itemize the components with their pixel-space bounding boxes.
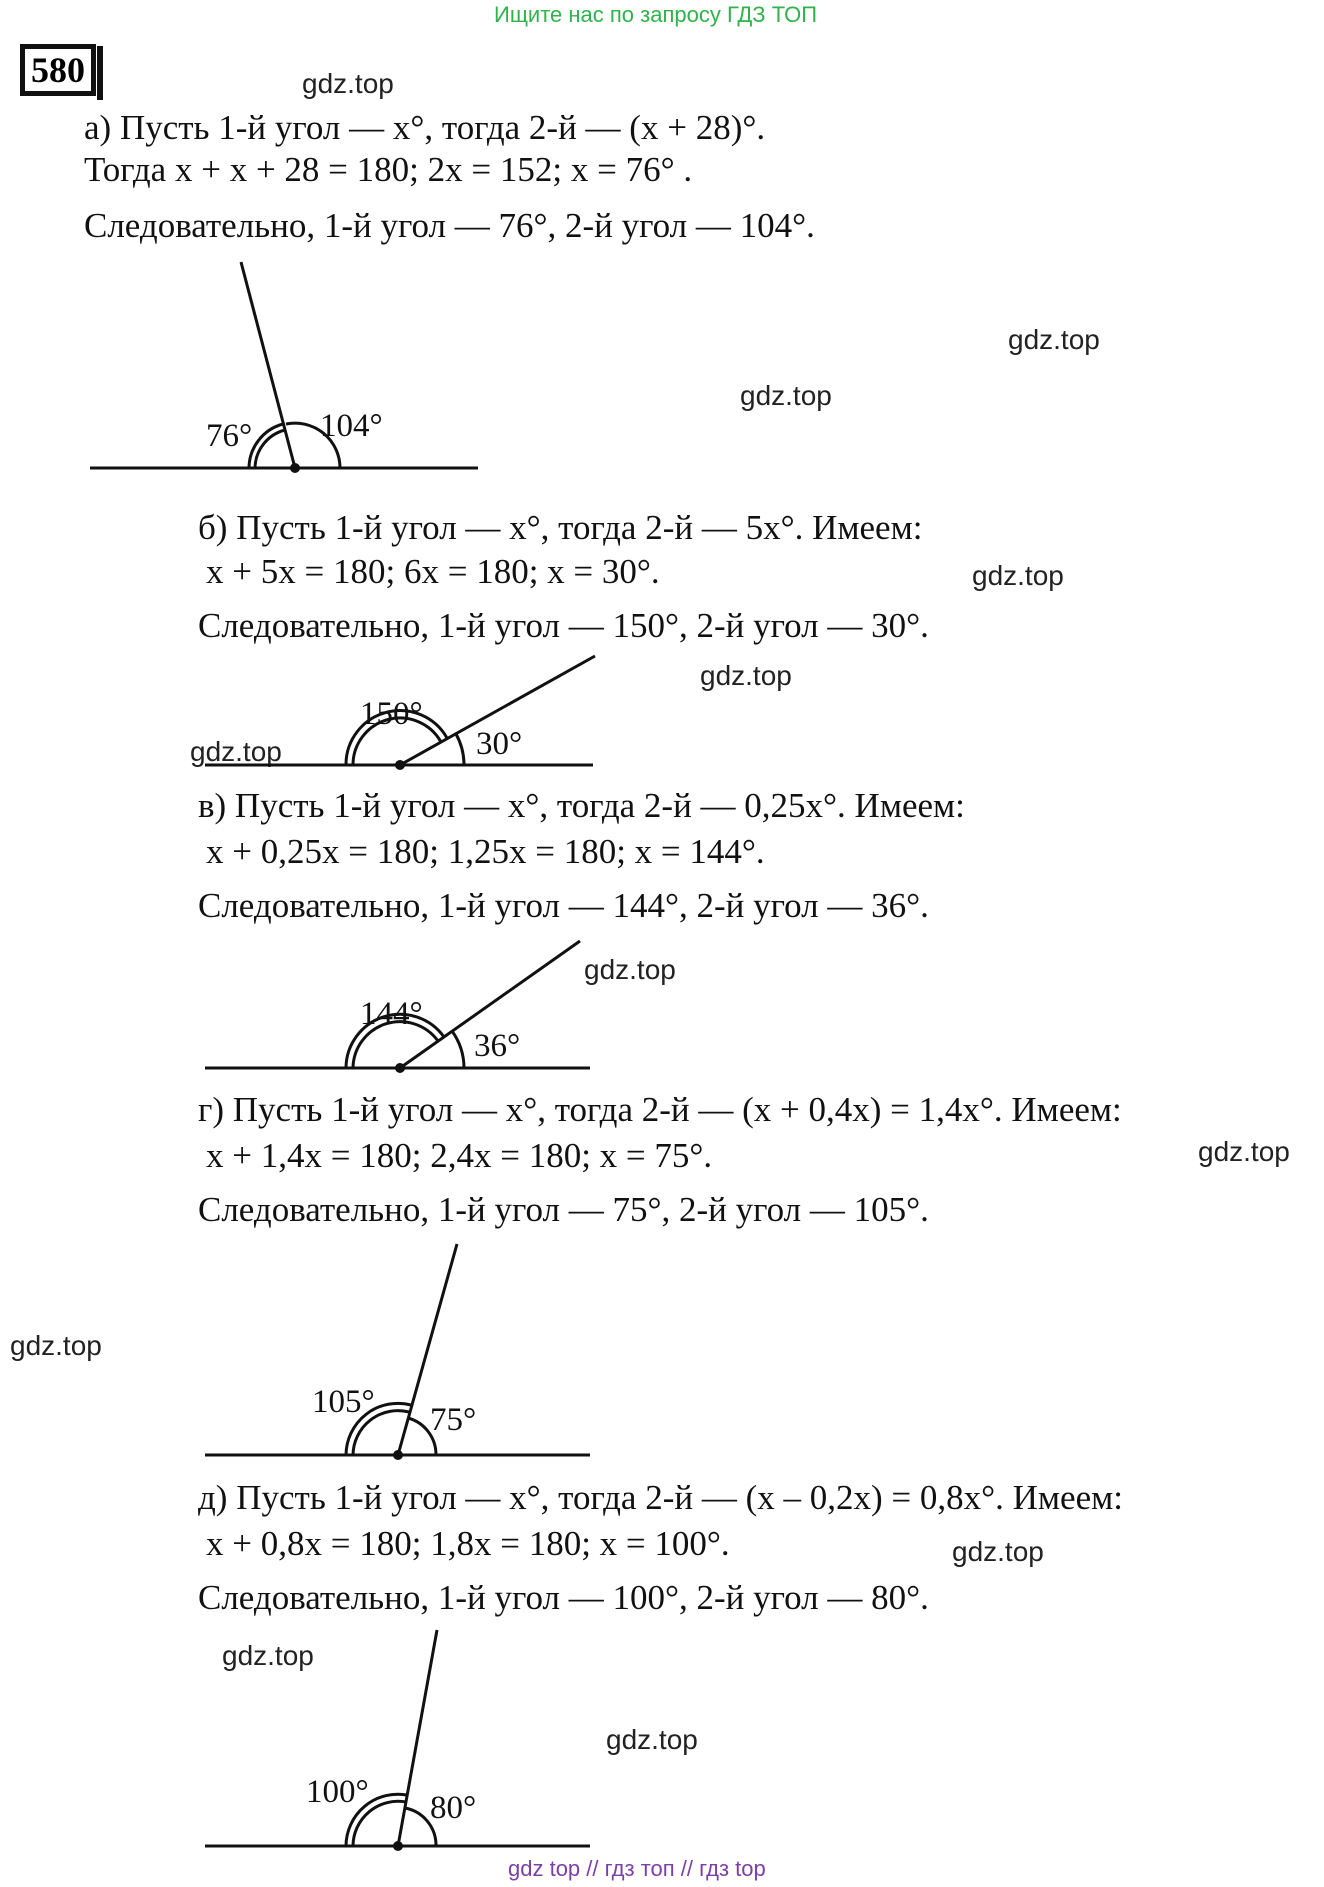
watermark: gdz.top [584, 954, 676, 985]
angle-label-right: 80° [430, 1790, 477, 1826]
angle-label-right: 30° [476, 726, 523, 762]
arc-left-inner [353, 1411, 409, 1455]
problem-number: 580 [20, 44, 96, 96]
angle-label-right: 36° [474, 1028, 521, 1064]
ray [241, 262, 295, 468]
figure-g [205, 1244, 590, 1460]
watermark: gdz.top [10, 1330, 102, 1361]
arc-left-outer [346, 1794, 407, 1846]
figure-a [90, 262, 478, 473]
part-v-line2: x + 0,25x = 180; 1,25x = 180; x = 144°. [206, 832, 765, 871]
vertex [393, 1841, 403, 1851]
arc-right [286, 423, 340, 468]
angle-label-left: 105° [312, 1384, 375, 1420]
watermark: gdz.top [700, 660, 792, 691]
part-d-line1: д) Пусть 1-й угол — x°, тогда 2-й — (x – 0,2x) = 0,8x°. Имеем: [198, 1478, 1123, 1517]
footer-links[interactable]: gdz top // гдз топ // гдз top [508, 1856, 766, 1881]
arc-left-inner [353, 1801, 406, 1846]
arc-left-inner [255, 430, 285, 468]
part-b-line2: x + 5x = 180; 6x = 180; x = 30°. [206, 552, 660, 591]
arc-left-outer [346, 1014, 444, 1068]
watermark: gdz.top [302, 68, 394, 99]
watermark: gdz.top [972, 560, 1064, 591]
watermark: gdz.top [1198, 1136, 1290, 1167]
part-b-line1: б) Пусть 1-й угол — x°, тогда 2-й — 5x°. Имеем: [198, 508, 923, 547]
part-b-line3: Следовательно, 1-й угол — 150°, 2-й угол — 30°. [198, 606, 929, 645]
vertex [395, 760, 405, 770]
angle-label-right: 75° [430, 1402, 477, 1438]
arc-right [452, 1031, 464, 1068]
ray [398, 1630, 437, 1846]
part-v-line1: в) Пусть 1-й угол — x°, тогда 2-й — 0,25x°. Имеем: [198, 786, 965, 825]
arc-right [405, 1808, 436, 1846]
part-a-line1: а) Пусть 1-й угол — x°, тогда 2-й — (x + 28)°. [84, 108, 766, 147]
arc-right [456, 734, 464, 765]
part-v-line3: Следовательно, 1-й угол — 144°, 2-й угол — 36°. [198, 886, 929, 925]
arc-right [408, 1418, 436, 1455]
ray [400, 656, 595, 765]
search-banner[interactable]: Ищите нас по запросу ГДЗ ТОП [494, 2, 818, 27]
watermark: gdz.top [1008, 324, 1100, 355]
arc-left-inner [353, 718, 441, 765]
figure-v [205, 941, 590, 1073]
angle-label-left: 150° [360, 696, 423, 732]
vertex [395, 1063, 405, 1073]
watermark: gdz.top [190, 736, 282, 767]
arc-left-outer [346, 1403, 411, 1455]
angle-label-left: 76° [206, 418, 253, 454]
part-a-line2: Тогда x + x + 28 = 180; 2x = 152; x = 76° . [84, 150, 693, 189]
angle-label-left: 144° [360, 996, 423, 1032]
part-g-line1: г) Пусть 1-й угол — x°, тогда 2-й — (x + 0,4x) = 1,4x°. Имеем: [198, 1090, 1122, 1129]
angle-label-left: 100° [306, 1774, 369, 1810]
arc-left-inner [353, 1022, 438, 1068]
angle-label-right: 104° [320, 408, 383, 444]
watermark: gdz.top [606, 1724, 698, 1755]
part-g-line2: x + 1,4x = 180; 2,4x = 180; x = 75°. [206, 1136, 713, 1175]
part-d-line3: Следовательно, 1-й угол — 100°, 2-й угол — 80°. [198, 1578, 929, 1617]
part-g-line3: Следовательно, 1-й угол — 75°, 2-й угол — 105°. [198, 1190, 929, 1229]
part-a-line3: Следовательно, 1-й угол — 76°, 2-й угол — 104°. [84, 206, 815, 245]
arc-left-outer [346, 711, 447, 765]
ray [398, 1244, 457, 1455]
arc-left-outer [249, 424, 283, 468]
watermark: gdz.top [222, 1640, 314, 1671]
watermark: gdz.top [952, 1536, 1044, 1567]
watermark: gdz.top [740, 380, 832, 411]
vertex [393, 1450, 403, 1460]
ray [400, 941, 580, 1068]
vertex [290, 463, 300, 473]
part-d-line2: x + 0,8x = 180; 1,8x = 180; x = 100°. [206, 1524, 730, 1563]
